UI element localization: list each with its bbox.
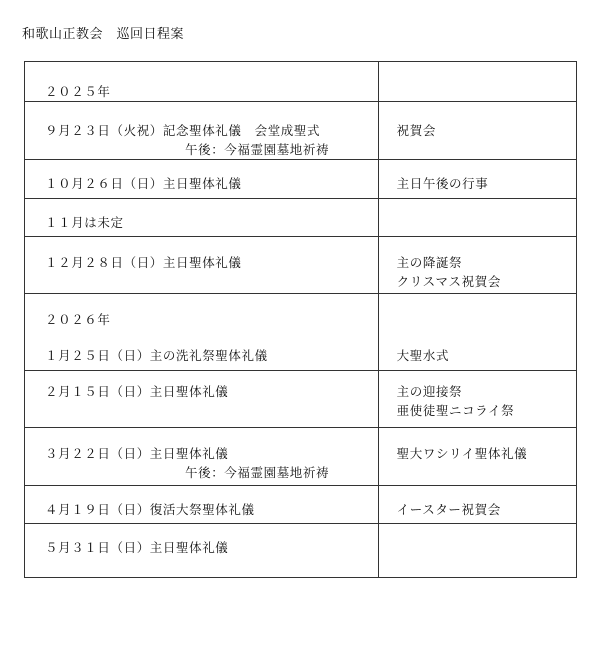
event-line: ９月２３日（火祝）記念聖体礼儀 会堂成聖式: [45, 123, 321, 138]
note-cell: [378, 428, 576, 486]
schedule-cell: [25, 102, 379, 160]
note-cell: [378, 371, 576, 428]
schedule-cell: [25, 524, 379, 578]
event-line: ２月１５日（日）主日聖体礼儀: [45, 384, 229, 399]
table-row: [25, 371, 577, 428]
schedule-cell: [25, 371, 379, 428]
table-row: [25, 199, 577, 237]
table-row: [25, 428, 577, 486]
schedule-table: [24, 61, 577, 578]
note-cell: [378, 237, 576, 294]
note-cell: [378, 294, 576, 371]
year-label: ２０２５年: [45, 84, 111, 99]
event-subline: 午後：今福霊園墓地祈祷: [185, 142, 330, 157]
table-row: [25, 102, 577, 160]
schedule-cell: [25, 62, 379, 102]
note-line: 祝賀会: [396, 123, 436, 138]
event-subline: 午後：今福霊園墓地祈祷: [185, 465, 330, 480]
note-cell: [378, 62, 576, 102]
document-title: 和歌山正教会 巡回日程案: [22, 27, 185, 42]
note-cell: [378, 524, 576, 578]
schedule-cell: [25, 486, 379, 524]
event-line: １２月２８日（日）主日聖体礼儀: [45, 255, 242, 270]
note-line: イースター祝賀会: [396, 502, 501, 517]
table-row: [25, 237, 577, 294]
schedule-cell: [25, 428, 379, 486]
event-line: ５月３１日（日）主日聖体礼儀: [45, 540, 229, 555]
note-line: クリスマス祝賀会: [396, 274, 501, 289]
schedule-cell: [25, 237, 379, 294]
schedule-cell: [25, 160, 379, 199]
table-row: [25, 294, 577, 371]
event-line: ４月１９日（日）復活大祭聖体礼儀: [45, 502, 255, 517]
event-line: １０月２６日（日）主日聖体礼儀: [45, 176, 242, 191]
table-row: [25, 486, 577, 524]
event-line: １１月は未定: [45, 215, 124, 230]
note-line: 主日午後の行事: [396, 176, 489, 191]
note-cell: [378, 199, 576, 237]
note-cell: [378, 160, 576, 199]
table-row: [25, 160, 577, 199]
event-line: ３月２２日（日）主日聖体礼儀: [45, 446, 229, 461]
note-line: 主の降誕祭: [396, 255, 463, 270]
note-line: 亜使徒聖ニコライ祭: [396, 403, 515, 418]
note-line: 聖大ワシリイ聖体礼儀: [396, 446, 528, 461]
schedule-cell: [25, 294, 379, 371]
year-label: ２０２６年: [45, 312, 111, 327]
event-line: １月２５日（日）主の洗礼祭聖体礼儀: [45, 348, 268, 363]
note-line: 大聖水式: [396, 348, 450, 363]
note-line: 主の迎接祭: [396, 384, 463, 399]
table-row: [25, 524, 577, 578]
note-cell: [378, 102, 576, 160]
table-row: [25, 62, 577, 102]
schedule-cell: [25, 199, 379, 237]
note-cell: [378, 486, 576, 524]
